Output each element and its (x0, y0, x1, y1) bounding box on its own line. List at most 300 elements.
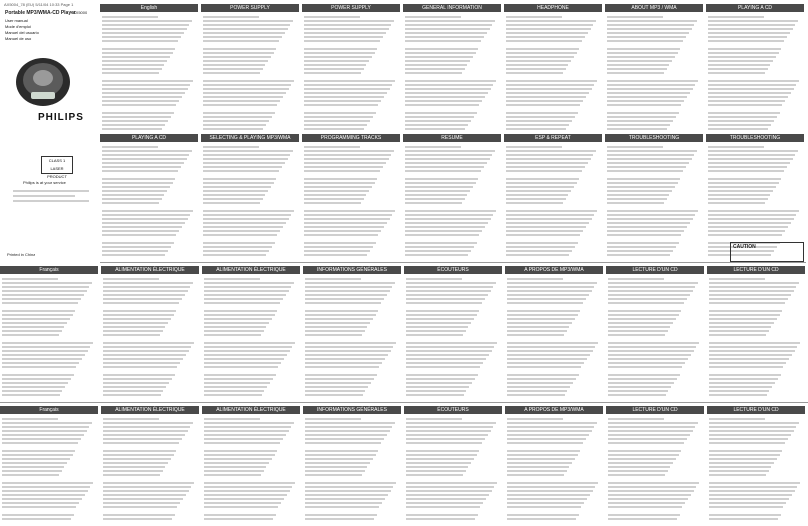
text-line (608, 290, 693, 292)
text-line (507, 498, 587, 500)
text-line (607, 234, 681, 236)
text-line (102, 88, 188, 90)
text-line (204, 314, 275, 316)
text-line (102, 198, 162, 200)
column-header: A PROPOS DE MP3/WMA (505, 266, 603, 274)
cd-player-illustration (13, 52, 73, 112)
text-line (506, 186, 574, 188)
text-line (103, 382, 169, 384)
text-line (507, 462, 572, 464)
text-line (406, 286, 493, 288)
text-line (709, 450, 782, 452)
text-line (204, 278, 260, 280)
text-line (203, 214, 291, 216)
text-line (2, 462, 67, 464)
text-line (708, 28, 793, 30)
text-line (203, 88, 289, 90)
text-line (405, 48, 478, 50)
text-line (203, 16, 259, 18)
text-line (507, 386, 570, 388)
text-line (204, 430, 289, 432)
text-line (204, 350, 290, 352)
text-line (506, 112, 578, 114)
text-line (507, 286, 594, 288)
text-line (305, 334, 362, 336)
text-line (102, 72, 159, 74)
text-line (2, 474, 59, 476)
text-line (304, 222, 387, 224)
text-line (607, 100, 684, 102)
text-line (607, 198, 667, 200)
text-line (103, 474, 160, 476)
text-line (608, 518, 677, 520)
text-line (2, 450, 75, 452)
text-line (203, 36, 282, 38)
text-line (506, 28, 591, 30)
column-header: Français (0, 266, 98, 274)
text-line (304, 242, 376, 244)
text-line (506, 190, 571, 192)
text-line (506, 120, 572, 122)
text-line (204, 346, 292, 348)
text-line (2, 470, 62, 472)
text-line (406, 518, 475, 520)
text-line (204, 354, 287, 356)
text-line (708, 24, 795, 26)
text-line (709, 342, 800, 344)
text-line (709, 326, 771, 328)
text-line (406, 366, 480, 368)
text-line (203, 40, 279, 42)
text-line (405, 190, 470, 192)
text-line (203, 68, 263, 70)
text-line (406, 278, 462, 280)
text-line (607, 166, 686, 168)
text-line (2, 318, 70, 320)
text-line (405, 32, 487, 34)
text-line (103, 330, 163, 332)
text-line (203, 166, 282, 168)
column-header: LECTURE D'UN CD (707, 406, 805, 414)
text-line (102, 226, 182, 228)
text-line (203, 254, 266, 256)
text-line (608, 442, 684, 444)
text-line (709, 362, 786, 364)
text-line (608, 430, 693, 432)
text-line (709, 330, 769, 332)
text-line (305, 450, 378, 452)
text-line (708, 84, 796, 86)
text-line (507, 482, 598, 484)
text-line (204, 326, 266, 328)
text-line (203, 96, 283, 98)
text-line (607, 250, 673, 252)
text-line (709, 458, 777, 460)
text-line (2, 290, 87, 292)
text-line (2, 294, 84, 296)
text-line (608, 434, 690, 436)
text-line (203, 72, 260, 74)
text-line (2, 506, 76, 508)
text-line (406, 462, 471, 464)
text-line (506, 32, 588, 34)
text-line (203, 230, 280, 232)
text-line (607, 92, 690, 94)
text-line (708, 178, 781, 180)
column-header: PLAYING A CD (100, 134, 198, 142)
text-line (709, 302, 785, 304)
text-line (406, 302, 482, 304)
text-line (708, 194, 770, 196)
text-line (103, 282, 193, 284)
text-line (507, 382, 573, 384)
text-line (507, 430, 592, 432)
text-line (103, 426, 190, 428)
text-line (305, 430, 390, 432)
text-line (507, 294, 589, 296)
text-line (708, 226, 788, 228)
text-line (708, 166, 787, 168)
text-line (507, 310, 580, 312)
text-line (204, 422, 294, 424)
text-line (2, 366, 76, 368)
text-line (708, 20, 798, 22)
text-line (607, 210, 698, 212)
text-line (405, 68, 465, 70)
text-line (507, 438, 586, 440)
text-line (304, 36, 383, 38)
column-header: GENERAL INFORMATION (403, 4, 501, 12)
text-line (305, 390, 365, 392)
text-line (203, 80, 294, 82)
text-line (2, 298, 81, 300)
text-line (204, 330, 264, 332)
text-line (102, 124, 165, 126)
text-line (102, 92, 185, 94)
text-line (506, 16, 562, 18)
text-line (506, 100, 583, 102)
text-line (304, 218, 390, 220)
text-line (406, 482, 497, 484)
text-line (102, 146, 158, 148)
cover-panel (3, 8, 98, 263)
text-line (304, 124, 367, 126)
text-line (608, 426, 695, 428)
text-line (304, 16, 360, 18)
text-line (204, 322, 269, 324)
text-line (406, 390, 466, 392)
text-line (103, 350, 189, 352)
text-line (103, 454, 174, 456)
text-line (304, 230, 381, 232)
text-line (608, 350, 694, 352)
text-line (203, 226, 283, 228)
text-line (305, 342, 396, 344)
text-line (608, 486, 696, 488)
text-line (607, 40, 683, 42)
text-line (2, 322, 67, 324)
text-line (405, 96, 485, 98)
text-line (506, 170, 582, 172)
text-line (305, 378, 374, 380)
print-header: AX5004_78 (EU) 5/11/04 10:33 Page 1 (4, 2, 74, 7)
text-line (204, 426, 291, 428)
text-line (405, 254, 468, 256)
text-line (608, 298, 687, 300)
text-line (305, 310, 378, 312)
slogan: Philips is at your service (23, 180, 66, 185)
text-line (103, 506, 177, 508)
text-line (204, 442, 280, 444)
text-line (406, 430, 491, 432)
text-line (2, 502, 79, 504)
text-line (204, 486, 292, 488)
text-line (304, 226, 384, 228)
text-line (506, 182, 577, 184)
text-line (506, 92, 589, 94)
text-line (507, 366, 581, 368)
text-line (204, 490, 290, 492)
text-line (204, 342, 295, 344)
text-line (608, 418, 664, 420)
text-line (406, 350, 492, 352)
text-line (507, 374, 579, 376)
text-line (204, 366, 278, 368)
text-line (507, 474, 564, 476)
cover-language: User manual (5, 18, 28, 23)
text-line (103, 346, 191, 348)
text-line (709, 430, 794, 432)
text-line (506, 242, 578, 244)
text-line (607, 218, 693, 220)
column-header: RESUME (403, 134, 501, 142)
text-line (204, 518, 273, 520)
text-line (708, 162, 790, 164)
text-line (204, 302, 280, 304)
text-line (608, 386, 671, 388)
text-line (203, 154, 290, 156)
text-line (102, 214, 190, 216)
text-line (204, 386, 267, 388)
text-line (102, 158, 187, 160)
column-header: ALIMENTATION ÉLECTRIQUE (101, 266, 199, 274)
text-line (709, 518, 778, 520)
philips-logo: PHILIPS (38, 112, 84, 123)
printed-in: Printed in China (7, 252, 36, 257)
text-line (203, 48, 276, 50)
text-line (406, 486, 494, 488)
text-line (507, 434, 589, 436)
text-line (304, 254, 367, 256)
text-line (2, 466, 64, 468)
text-line (507, 466, 569, 468)
text-line (405, 202, 462, 204)
text-line (709, 490, 795, 492)
text-line (507, 470, 567, 472)
text-line (507, 350, 593, 352)
text-line (405, 162, 487, 164)
column-header: LECTURE D'UN CD (606, 406, 704, 414)
model-number: AX5000 (73, 10, 88, 15)
text-line (102, 68, 162, 70)
text-line (103, 514, 175, 516)
text-line (203, 162, 285, 164)
text-line (405, 104, 479, 106)
text-line (608, 346, 696, 348)
text-line (708, 170, 784, 172)
text-line (708, 60, 773, 62)
text-line (102, 24, 189, 26)
column-header: LECTURE D'UN CD (606, 266, 704, 274)
laser-class-label: CLASS 1 LASER PRODUCT (41, 156, 73, 174)
column-header: ALIMENTATION ÉLECTRIQUE (202, 266, 300, 274)
text-line (204, 506, 278, 508)
column-header: TROUBLESHOOTING (706, 134, 804, 142)
text-line (103, 518, 172, 520)
text-line (203, 202, 260, 204)
column-header: English (100, 4, 198, 12)
text-line (305, 286, 392, 288)
text-line (304, 96, 384, 98)
text-line (708, 96, 788, 98)
text-line (405, 20, 495, 22)
text-line (406, 418, 462, 420)
text-line (2, 458, 70, 460)
text-line (709, 474, 766, 476)
text-line (204, 390, 264, 392)
text-line (102, 40, 178, 42)
text-line (406, 498, 486, 500)
text-line (102, 56, 170, 58)
text-line (305, 514, 377, 516)
text-line (2, 442, 78, 444)
text-line (608, 458, 676, 460)
text-line (305, 318, 373, 320)
text-line (304, 20, 394, 22)
text-line (506, 40, 582, 42)
text-line (405, 242, 477, 244)
text-line (304, 72, 361, 74)
text-line (405, 150, 495, 152)
text-line (709, 514, 781, 516)
text-line (203, 24, 290, 26)
text-line (304, 80, 395, 82)
text-line (608, 394, 666, 396)
text-line (506, 116, 575, 118)
text-line (203, 20, 293, 22)
text-line (102, 242, 174, 244)
text-line (204, 294, 286, 296)
text-line (506, 214, 594, 216)
text-line (608, 390, 668, 392)
text-line (305, 290, 390, 292)
text-line (506, 56, 574, 58)
text-line (103, 462, 168, 464)
text-line (709, 278, 765, 280)
text-line (103, 438, 182, 440)
text-line (305, 330, 365, 332)
text-line (406, 442, 482, 444)
text-line (406, 474, 463, 476)
text-line (709, 334, 766, 336)
text-line (607, 186, 675, 188)
text-line (204, 498, 284, 500)
text-line (506, 194, 568, 196)
text-line (507, 346, 595, 348)
text-line (2, 482, 93, 484)
text-line (305, 382, 371, 384)
text-line (102, 230, 179, 232)
text-line (607, 52, 678, 54)
text-line (406, 378, 475, 380)
text-line (204, 394, 262, 396)
text-line (506, 24, 593, 26)
text-line (103, 354, 186, 356)
text-line (102, 116, 171, 118)
text-line (305, 350, 391, 352)
text-line (204, 482, 295, 484)
text-line (405, 16, 461, 18)
text-line (405, 186, 473, 188)
text-line (102, 178, 175, 180)
text-line (203, 218, 289, 220)
text-line (103, 310, 176, 312)
text-line (709, 286, 796, 288)
text-line (608, 366, 682, 368)
text-line (2, 314, 73, 316)
text-line (2, 430, 87, 432)
text-line (608, 342, 699, 344)
text-line (607, 158, 692, 160)
text-line (304, 162, 386, 164)
text-line (608, 362, 685, 364)
text-line (608, 334, 665, 336)
text-line (203, 210, 294, 212)
text-line (2, 418, 58, 420)
text-line (608, 470, 668, 472)
text-line (102, 96, 182, 98)
text-line (305, 298, 384, 300)
text-line (709, 434, 791, 436)
text-line (405, 222, 488, 224)
text-line (204, 474, 261, 476)
text-line (406, 298, 485, 300)
text-line (103, 494, 186, 496)
text-line (608, 422, 698, 424)
column-header: ÉCOUTEURS (404, 266, 502, 274)
text-line (2, 486, 90, 488)
text-line (506, 150, 596, 152)
text-line (304, 112, 376, 114)
text-line (507, 394, 565, 396)
text-line (406, 354, 489, 356)
text-line (406, 358, 486, 360)
text-line (305, 434, 387, 436)
text-line (304, 68, 364, 70)
text-line (304, 100, 381, 102)
text-line (304, 56, 372, 58)
text-line (607, 36, 686, 38)
column-header: ESP & REPEAT (504, 134, 602, 142)
text-line (305, 346, 393, 348)
text-line (304, 60, 369, 62)
text-line (506, 146, 562, 148)
text-line (607, 16, 663, 18)
text-line (405, 116, 474, 118)
text-line (102, 154, 189, 156)
text-line (406, 322, 471, 324)
text-line (103, 482, 194, 484)
